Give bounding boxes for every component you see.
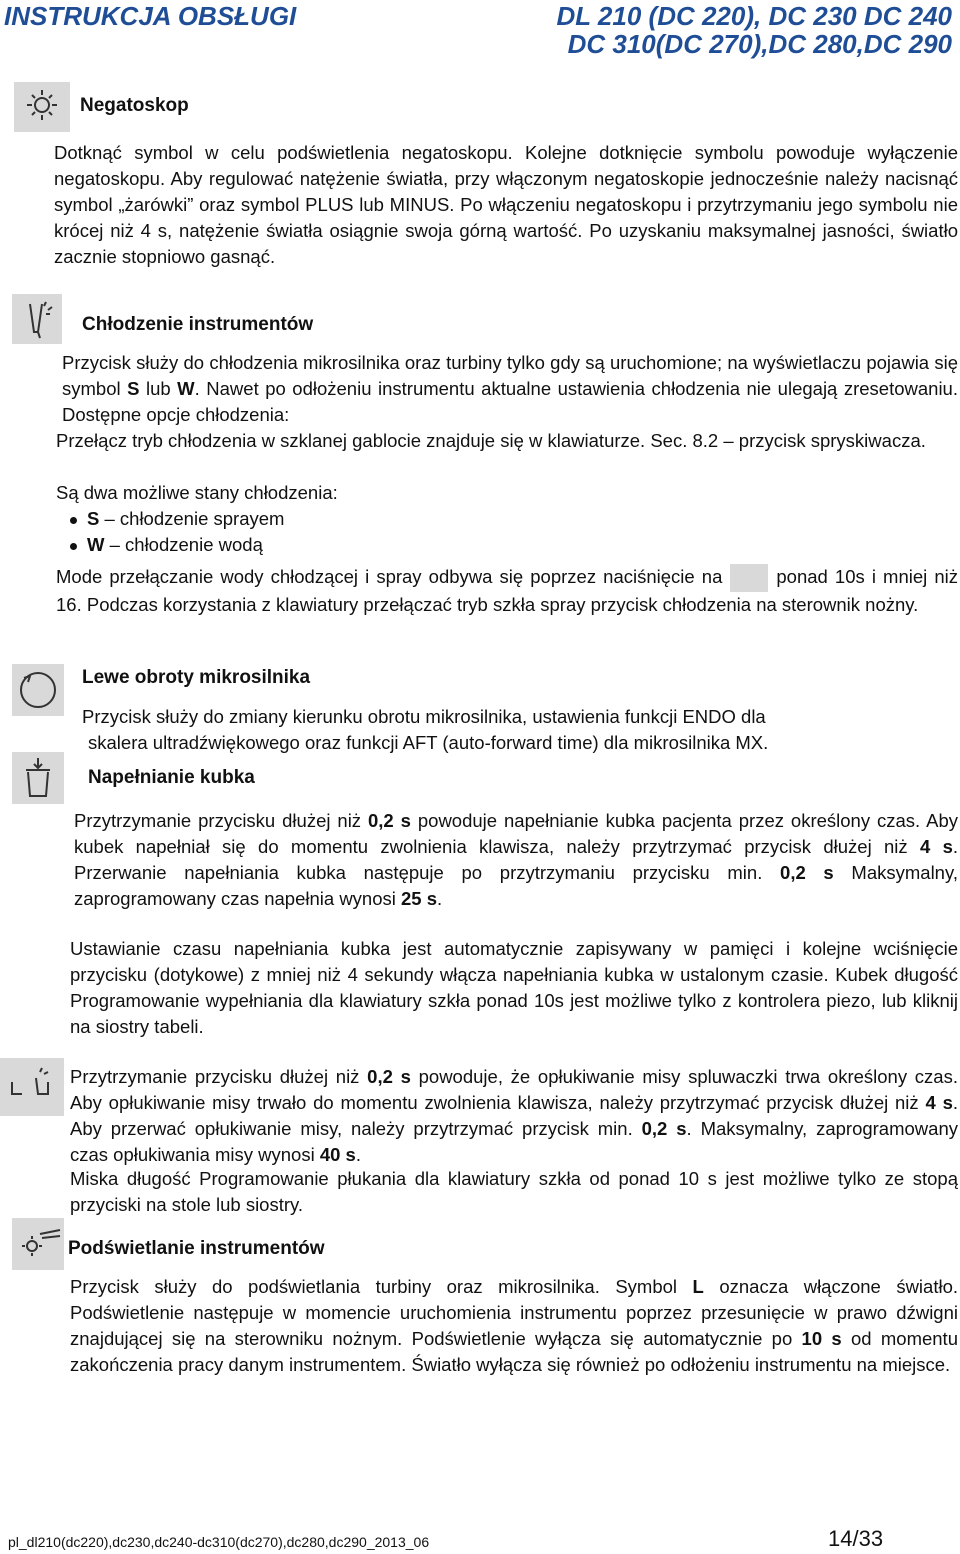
mode-w-label: W — [177, 378, 195, 399]
section-title-podswietlanie: Podświetlanie instrumentów — [68, 1238, 325, 1259]
model-line-1: DL 210 (DC 220), DC 230 DC 240 — [556, 1, 952, 31]
rotation-circle-icon — [12, 664, 64, 716]
chlodzenie-mode-switch: Mode przełączanie wody chłodzącej i spray odbywa się poprzez naciśnięcie na ponad 10s i mniej niż 16. Podczas korzystania z klawiatury przełączać tryb szkła spray przycisk chłodzenia na sterownik nożny. — [56, 566, 958, 616]
section-title-negatoskop: Negatoskop — [80, 95, 189, 116]
document-id: pl_dl210(dc220),dc230,dc240-dc310(dc270),dc280,dc290_2013_06 — [8, 1534, 430, 1550]
model-line-2: DC 310(DC 270),DC 280,DC 290 — [567, 29, 952, 59]
section-title-chlodzenie: Chłodzenie instrumentów — [82, 314, 314, 335]
instrument-cooling-inline-icon — [730, 564, 768, 592]
instrument-light-icon — [12, 1218, 64, 1270]
bullet-spray: S – chłodzenie sprayem — [70, 506, 284, 532]
section-title-kubek: Napełnianie kubka — [88, 767, 255, 788]
light-bulb-icon — [14, 82, 70, 132]
negatoskop-description: Dotknąć symbol w celu podświetlenia negatoskopu. Kolejne dotknięcie symbolu powoduje wyłączenie negatoskopu. Aby regulować natężenie światła, przy włączonym negatoskopie jednocześnie należy nacisnąć symbol „żarówki” oraz symbol PLUS lub MINUS. Po włączeniu negatoskopu i przytrzymaniu jego symbolu nie krócej niż 4 s, natężenie światła osiągnie swoja górną wartość. Po uzyskaniu maksymalnej jasności, światło zacznie stopniowo gasnąć. — [54, 142, 958, 267]
podswietlanie-description: Przycisk służy do podświetlania turbiny oraz mikrosilnika. Symbol L oznacza włączone światło. Podświetlenie następuje w momencie uruchomienia instrumentu poprzez przesunięcie w prawo dźwigni znajdującej się na sterowniku nożnym. Podświetlenie wyłącza się automatycznie po 10 s od momentu zakończenia pracy danym instrumentem. Światło wyłącza się również po odłożeniu instrumentu na miejsce. — [70, 1276, 959, 1375]
kubek-description: Przytrzymanie przycisku dłużej niż 0,2 s powoduje napełnianie kubka pacjenta przez określony czas. Aby kubek napełniał się do momentu zwolnienia klawisza, należy przytrzymać przycisk dłużej niż 4 s. Przerwanie napełniania kubka następuje po przytrzymaniu przycisku min. 0,2 s Maksymalny, zaprogramowany czas napełnia wynosi 25 s. — [74, 810, 959, 909]
section-title-lewe-obroty: Lewe obroty mikrosilnika — [82, 667, 311, 688]
lewe-obroty-line-2: skalera ultradźwiękowego oraz funkcji AFT (auto-forward time) dla mikrosilnika MX. — [88, 732, 769, 753]
bowl-rinse-icon — [0, 1058, 64, 1116]
lewe-obroty-line-1: Przycisk służy do zmiany kierunku obrotu mikrosilnika, ustawienia funkcji ENDO dla — [82, 706, 766, 727]
chlodzenie-states-intro: Są dwa możliwe stany chłodzenia: — [56, 482, 338, 503]
manual-title: INSTRUKCJA OBSŁUGI — [4, 1, 297, 31]
misa-programming: Miska długość Programowanie płukania dla klawiatury szkła od ponad 10 s jest możliwe tylko ze stopą przyciski na stole lub siostry. — [70, 1168, 958, 1215]
instrument-cooling-icon — [12, 294, 62, 344]
model-list — [557, 2, 952, 58]
cup-fill-icon — [12, 752, 64, 804]
misa-description: Przytrzymanie przycisku dłużej niż 0,2 s powoduje, że opłukiwanie misy spluwaczki trwa określony czas. Aby opłukiwanie misy trwało do momentu zwolnienia klawisza, należy przytrzymać przycisk dłużej niż 4 s. Aby przerwać opłukiwanie misy, należy przytrzymać przycisk min. 0,2 s. Maksymalny, zaprogramowany czas opłukiwania misy wynosi 40 s. — [70, 1066, 959, 1165]
bullet-water: W – chłodzenie wodą — [70, 532, 263, 558]
mode-s-label: S — [127, 378, 140, 399]
chlodzenie-keyboard-note: Przełącz tryb chłodzenia w szklanej gablocie znajduje się w klawiaturze. Sec. 8.2 – przycisk spryskiwacza. — [56, 430, 926, 451]
kubek-programming: Ustawianie czasu napełniania kubka jest automatycznie zapisywany w pamięci i kolejne wciśnięcie przycisku (dotykowe) z mniej niż 4 sekundy włącza napełniania kubka w ustalonym czasie. Kubek długość Programowanie wypełniania dla klawiatury szkła ponad 10s jest możliwe tylko z kontrolera piezo, lub kliknij na siostry tabeli. — [70, 938, 958, 1037]
chlodzenie-description: Przycisk służy do chłodzenia mikrosilnika oraz turbiny tylko gdy są uruchomione; na wyświetlaczu pojawia się symbol S lub W. Nawet po odłożeniu instrumentu aktualne ustawienia chłodzenia nie ulegają zresetowaniu. Dostępne opcje chłodzenia: — [62, 352, 958, 425]
page-number: 14/33 — [828, 1526, 884, 1551]
